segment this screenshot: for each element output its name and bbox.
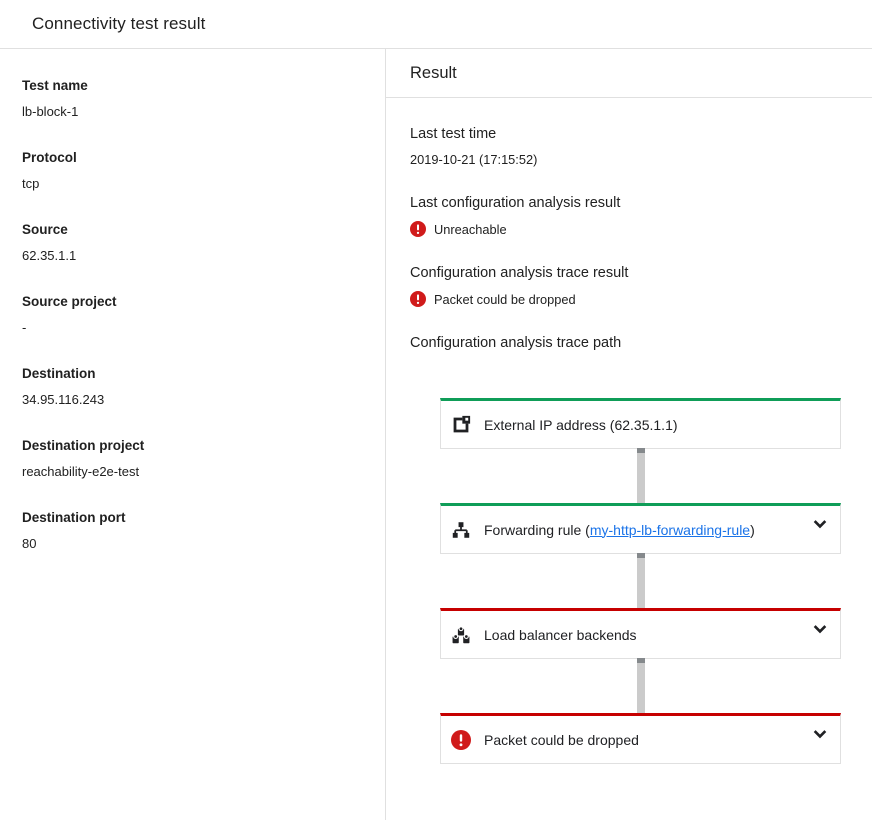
error-icon <box>410 221 426 237</box>
trace-step-forwarding-rule[interactable] <box>440 503 841 554</box>
field-label: Destination project <box>22 438 145 453</box>
expand-load-balancer-button[interactable] <box>809 618 831 640</box>
trace-step-text: Packet could be dropped <box>484 731 639 748</box>
expand-forwarding-rule-button[interactable] <box>809 513 831 535</box>
last-test-time-label: Last test time <box>410 126 497 142</box>
result-panel <box>386 49 872 820</box>
analysis-result-status <box>410 221 848 237</box>
chevron-down-icon <box>810 514 830 534</box>
trace-step-load-balancer-backends[interactable] <box>440 608 841 659</box>
trace-result-status-text: Packet could be dropped <box>434 291 576 307</box>
trace-step-text-prefix: Forwarding rule ( <box>484 521 590 538</box>
field-destination <box>22 365 361 408</box>
analysis-result-status-text: Unreachable <box>434 221 507 237</box>
field-value: tcp <box>22 176 40 191</box>
field-source <box>22 221 361 264</box>
trace-step-packet-dropped[interactable] <box>440 713 841 764</box>
field-value: lb-block-1 <box>22 104 79 119</box>
trace-connector <box>637 448 645 503</box>
error-icon <box>410 291 426 307</box>
trace-result-status <box>410 291 848 307</box>
trace-step-text: Load balancer backends <box>484 626 637 643</box>
analysis-result-label: Last configuration analysis result <box>410 195 621 211</box>
trace-connector <box>637 553 645 608</box>
external-ip-icon <box>451 415 471 435</box>
field-source-project <box>22 293 361 336</box>
field-destination-project <box>22 437 361 480</box>
app-header <box>0 0 872 49</box>
field-destination-port <box>22 509 361 552</box>
trace-path-label: Configuration analysis trace path <box>410 335 622 351</box>
field-value: - <box>22 320 27 335</box>
page-title: Connectivity test result <box>32 14 206 33</box>
trace-step-external-ip <box>440 398 841 449</box>
field-label: Source <box>22 222 68 237</box>
field-label: Protocol <box>22 150 77 165</box>
trace-step-text: External IP address (62.35.1.1) <box>484 416 678 433</box>
result-title: Result <box>410 63 457 82</box>
trace-result-label: Configuration analysis trace result <box>410 265 629 281</box>
chevron-down-icon <box>810 619 830 639</box>
result-header <box>386 49 872 98</box>
field-label: Source project <box>22 294 117 309</box>
trace-path-diagram <box>440 398 841 764</box>
forwarding-rule-icon <box>451 520 471 540</box>
field-value: 34.95.116.243 <box>22 392 105 407</box>
trace-step-text <box>484 522 755 538</box>
forwarding-rule-link[interactable]: my-http-lb-forwarding-rule <box>589 521 751 538</box>
field-label: Test name <box>22 78 88 93</box>
field-protocol <box>22 149 361 192</box>
field-test-name <box>22 77 361 120</box>
field-value: reachability-e2e-test <box>22 464 140 479</box>
field-value: 62.35.1.1 <box>22 248 77 263</box>
expand-packet-dropped-button[interactable] <box>809 723 831 745</box>
load-balancer-icon <box>451 625 471 645</box>
field-label: Destination <box>22 366 96 381</box>
last-test-time-value: 2019-10-21 (17:15:52) <box>410 152 538 167</box>
trace-connector <box>637 658 645 713</box>
chevron-down-icon <box>810 724 830 744</box>
test-details-panel <box>0 49 386 820</box>
trace-step-text-suffix: ) <box>750 521 755 538</box>
result-body <box>386 98 872 764</box>
field-label: Destination port <box>22 510 126 525</box>
error-icon <box>451 730 471 750</box>
field-value: 80 <box>22 536 37 551</box>
